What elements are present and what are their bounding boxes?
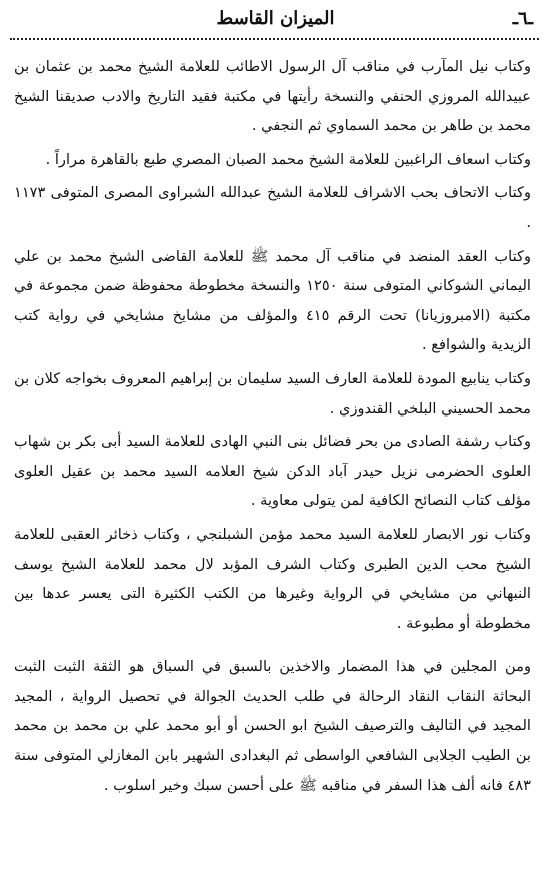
- paragraph-rashfat-al-sadi: وكتاب رشفة الصادى من بحر فضائل بنى النبي الهادى للعلامة السيد أبى بكر بن شهاب العلوى الحضرمى نزيل حيدر آباد الدكن شيخ العلامه السيد محمد بن عقيل العلوى مؤلف كتاب النصائح الكافية لمن يتولى معاوية .: [14, 433, 531, 510]
- paragraph-al-iqd-al-munaddad: وكتاب العقد المنضد في مناقب آل محمد ﷺ للعلامة القاضى الشيخ محمد بن علي اليماني الشوكاني المتوفى سنة ١٢٥٠ والنسخة مخطوطة محفوظة ضمن مجموعة في مكتبة (الامبروزيانا) تحت الرقم ٤١٥ والمؤلف من مشايخ مشايخي في رواية كتب الزيدية والشوافع .: [14, 247, 531, 354]
- page-header: [18, 8, 533, 38]
- paragraph-al-ithaf: وكتاب الاتحاف بحب الاشراف للعلامة الشيخ عبدالله الشبراوى المصرى المتوفى ١١٧٣ .: [14, 184, 531, 231]
- paragraph-yanabi-al-mawadda: وكتاب ينابيع المودة للعلامة العارف السيد سليمان بن إبراهيم المعروف بخواجه كلان بن محمد الحسيني البلخي القندوزي .: [14, 369, 531, 417]
- body-text: [14, 52, 531, 804]
- page-number: ـ٦ـ: [512, 8, 533, 29]
- running-title: الميزان القاسط: [216, 8, 335, 29]
- header-divider: [10, 38, 539, 40]
- paragraph-isaf-al-raghibin: وكتاب اسعاف الراغبين للعلامة الشيخ محمد الصبان المصري طبع بالقاهرة مراراً .: [45, 150, 531, 168]
- paragraph-nayl-al-maarib: وكتاب نيل المآرب في مناقب آل الرسول الاطائب للعلامة الشيخ محمد بن عثمان بن عبيدالله المروزي الحنفي والنسخة رأيتها في مكتبة فقيد التاريخ والادب صديقنا الشيخ محمد بن طاهر بن محمد السماوي ثم النجفي .: [14, 58, 531, 135]
- paragraph-separator: [14, 644, 531, 652]
- paragraph-nur-al-absar: وكتاب نور الابصار للعلامة السيد محمد مؤمن الشبلنجي ، وكتاب ذخائر العقبى للعلامة الشيخ محب الدين الطبرى وكتاب الشرف المؤبد لال محمد للعلامة الشيخ يوسف النبهاني من مشايخي في الرواية وغيرها من الكتب الكثيرة التى يعسر عدها بين مخطوطة أو مطبوعة .: [14, 525, 531, 632]
- paragraph-ibn-al-maghazili: ومن المجلين في هذا المضمار والاخذين بالسبق في السباق هو الثقة الثبت الثبت البحاثة النقاب النقاد الرحالة في طلب الحديث الجوالة في تحصيل الرواية ، المجيد المجيد في التاليف والترصيف الشيخ ابو الحسن أو أبو محمد علي بن محمد بن محمد بن الطيب الجلابى الشافعي الواسطى ثم البغدادى الشهير بابن المغازلي المتوفى سنة ٤٨٣ فانه ألف هذا السفر في مناقبه ﷺ على أحسن سبك وخير اسلوب .: [14, 658, 531, 794]
